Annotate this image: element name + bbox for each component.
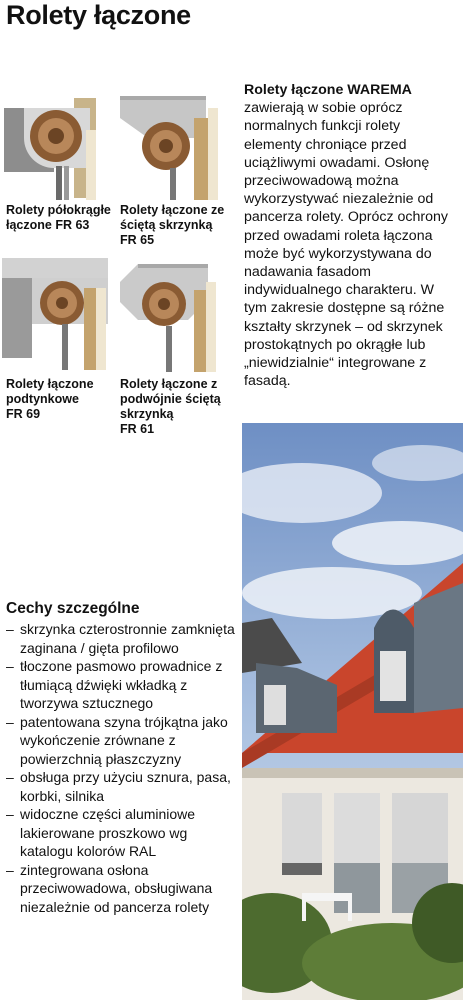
product-caption-fr69: Rolety łączone podtynkowe FR 69 bbox=[6, 377, 94, 421]
feature-item: – tłoczone pasmowo prowadnice z tłumiącą dźwięki wkładką z tworzywa sztucznego bbox=[6, 657, 241, 713]
house-photo bbox=[242, 423, 463, 1005]
product-image-fr63 bbox=[4, 90, 116, 200]
intro-heading: Rolety łączone WAREMA bbox=[244, 82, 412, 98]
feature-item: – zintegrowana osłona przeciwowadowa, obsługiwana niezależnie od pancerza rolety bbox=[6, 861, 241, 917]
features-list bbox=[6, 620, 241, 916]
feature-item: – patentowana szyna trójkątna jako wykończenie zrównane z powierzchnią płaszczyzny bbox=[6, 713, 241, 769]
intro-body: zawierają w sobie oprócz normalnych funkcji rolety elementy chroniące przed uciążliwymi owadami. Osłonę przeciwowadową można wykorzystywać niezależnie od pancerza rolety. Oprócz ochrony przed owadami roleta łączona może być wykorzystywana do nadawania fasadom indywidualnego charakteru. W tym zakresie dostępne są różne kształty skrzynek – od skrzynek prostokątnych po okrągłe lub „niewidzialnie“ integrowane z fasadą. bbox=[244, 100, 448, 390]
page-title: Rolety łączone bbox=[6, 0, 191, 30]
feature-item: – obsługa przy użyciu sznura, pasa, korbki, silnika bbox=[6, 768, 241, 805]
product-image-fr69 bbox=[2, 258, 114, 370]
product-caption-fr61: Rolety łączone z podwójnie ściętą skrzynką FR 61 bbox=[120, 377, 221, 436]
product-caption-fr65: Rolety łączone ze ściętą skrzynką FR 65 bbox=[120, 203, 225, 247]
product-image-fr61 bbox=[118, 260, 230, 372]
product-image-fr65 bbox=[118, 88, 230, 200]
intro-text bbox=[244, 81, 456, 390]
product-caption-fr63: Rolety półokrągłe łączone FR 63 bbox=[6, 203, 111, 232]
feature-item: – widoczne części aluminiowe lakierowane proszkowo wg katalogu kolorów RAL bbox=[6, 805, 241, 861]
features-heading: Cechy szczególne bbox=[6, 600, 140, 617]
feature-item: – skrzynka czterostronnie zamknięta zaginana / gięta profilowo bbox=[6, 620, 241, 657]
features-section bbox=[6, 600, 241, 916]
